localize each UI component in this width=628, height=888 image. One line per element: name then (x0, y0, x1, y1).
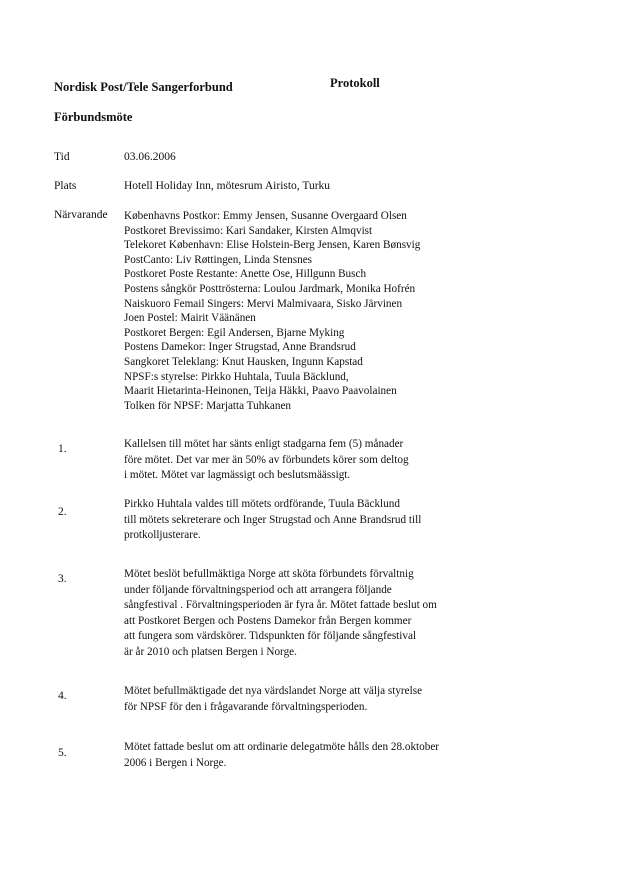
item-line: protkolljusterare. (124, 529, 201, 542)
item-line: Mötet befullmäktigade det nya värdslandet Norge att välja styrelse (124, 685, 423, 697)
item-line: Mötet fattade beslut om att ordinarie delegatmöte hålls den 28.oktober (124, 741, 440, 753)
item-line: Pirkko Huhtala valdes till mötets ordförande, Tuula Bäcklund (124, 498, 400, 510)
attendee-line: Postkoret Poste Restante: Anette Ose, Hillgunn Busch (124, 268, 367, 281)
attendee-line: Postkoret Brevissimo: Kari Sandaker, Kirsten Almqvist (124, 224, 373, 237)
document-subtitle: Förbundsmöte (54, 110, 133, 124)
item-line: att Postkoret Bergen och Postens Damekor från Bergen kommer (124, 614, 412, 627)
item-2-number: 2. (58, 506, 67, 518)
item-line: i mötet. Mötet var lagmässigt och beslutsmäässigt. (124, 469, 351, 482)
item-2-text (124, 497, 421, 544)
narvarande-label: Närvarande (54, 209, 108, 221)
attendee-line: Postens Damekor: Inger Strugstad, Anne Brandsrud (124, 341, 356, 354)
item-line: före mötet. Det var mer än 50% av förbundets körer som deltog (124, 453, 409, 466)
item-3-text (124, 567, 437, 661)
item-4-number: 4. (58, 690, 67, 702)
attendee-line: Naiskuoro Femail Singers: Mervi Malmivaara, Sisko Järvinen (124, 297, 403, 310)
tid-label: Tid (54, 151, 70, 163)
attendee-line: Postens sångkör Posttrösterna: Loulou Jardmark, Monika Hofrén (124, 282, 416, 295)
item-line: för NPSF för den i frågavarande förvaltningsperioden. (124, 700, 368, 713)
attendee-line: Postkoret Bergen: Egil Andersen, Bjarne Myking (124, 326, 345, 339)
organization-name: Nordisk Post/Tele Sangerforbund (54, 80, 233, 94)
item-1-text (124, 437, 409, 484)
item-line: att fungera som värdskörer. Tidspunkten för följande sångfestival (124, 630, 417, 643)
attendee-line: Sangkoret Teleklang: Knut Hausken, Ingunn Kapstad (124, 355, 363, 368)
item-4-text (124, 684, 422, 715)
item-line: Kallelsen till mötet har sänts enligt stadgarna fem (5) månader (124, 438, 404, 450)
item-line: Mötet beslöt befullmäktiga Norge att sköta förbundets förvaltnig (124, 568, 414, 580)
item-line: under följande förvaltningsperiod och att arrangera följande (124, 583, 392, 596)
attendee-line: Maarit Hietarinta-Heinonen, Teija Häkki, Paavo Paavolainen (124, 385, 397, 398)
attendee-line: PostCanto: Liv Røttingen, Linda Stensnes (124, 253, 313, 266)
plats-value: Hotell Holiday Inn, mötesrum Airisto, Turku (124, 180, 331, 192)
tid-value: 03.06.2006 (124, 151, 176, 163)
attendee-list (124, 209, 420, 413)
attendee-line: Københavns Postkor: Emmy Jensen, Susanne Overgaard Olsen (124, 210, 407, 222)
item-line: sångfestival . Förvaltningsperioden är fyra år. Mötet fattade beslut om (124, 599, 437, 612)
attendee-line: NPSF:s styrelse: Pirkko Huhtala, Tuula Bäcklund, (124, 370, 349, 383)
attendee-line: Tolken för NPSF: Marjatta Tuhkanen (124, 399, 292, 412)
item-5-number: 5. (58, 747, 67, 759)
plats-label: Plats (54, 180, 77, 192)
item-1-number: 1. (58, 443, 67, 455)
item-5-text (124, 740, 439, 771)
attendee-line: Joen Postel: Mairit Väänänen (124, 312, 256, 325)
item-line: 2006 i Bergen i Norge. (124, 756, 227, 769)
attendee-line: Telekoret København: Elise Holstein-Berg Jensen, Karen Bønsvig (124, 239, 421, 252)
document-type: Protokoll (330, 76, 380, 90)
item-line: är år 2010 och platsen Bergen i Norge. (124, 645, 297, 658)
item-line: till mötets sekreterare och Inger Strugstad och Anne Brandsrud till (124, 513, 422, 526)
item-3-number: 3. (58, 573, 67, 585)
